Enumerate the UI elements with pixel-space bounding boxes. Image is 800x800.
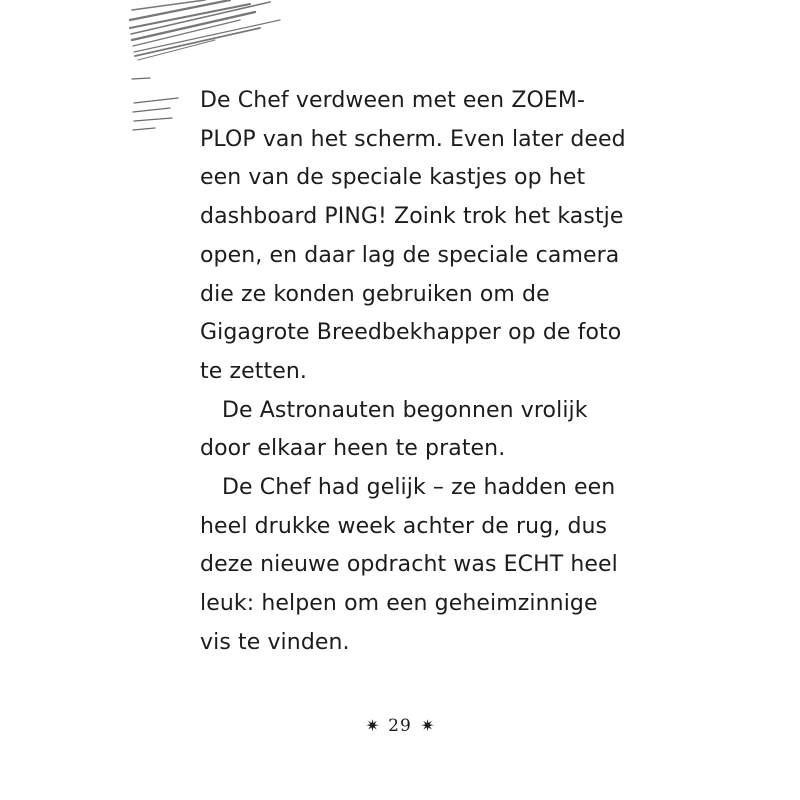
text-line: Gigagrote Breedbekhapper op de foto: [200, 320, 622, 346]
text-line: De Astronauten begonnen vrolijk: [222, 397, 588, 423]
text-line: PLOP van het scherm. Even later deed: [200, 126, 626, 152]
text-line: open, en daar lag de speciale camera: [200, 242, 620, 268]
text-line: die ze konden gebruiken om de: [200, 281, 550, 307]
text-line: vis te vinden.: [200, 629, 350, 655]
body-text: [200, 82, 640, 663]
text-line: deze nieuwe opdracht was ECHT heel: [200, 552, 618, 578]
star-ornament-icon: ✷: [365, 716, 380, 735]
page-number: 29: [388, 716, 412, 736]
text-line: te zetten.: [200, 358, 307, 384]
text-line: door elkaar heen te praten.: [200, 436, 506, 462]
text-line: heel drukke week achter de rug, dus: [200, 513, 608, 539]
text-line: De Chef verdween met een ZOEM-: [200, 88, 586, 113]
page-footer: [0, 712, 800, 740]
text-line: dashboard PING! Zoink trok het kastje: [200, 204, 624, 230]
text-line: leuk: helpen om een geheimzinnige: [200, 591, 598, 617]
text-line: een van de speciale kastjes op het: [200, 165, 586, 191]
paragraph-2: [200, 392, 640, 469]
star-ornament-icon: ✷: [420, 716, 435, 735]
paragraph-1: [200, 82, 640, 392]
paragraph-3: [200, 469, 640, 663]
text-line: De Chef had gelijk – ze hadden een: [222, 475, 616, 501]
